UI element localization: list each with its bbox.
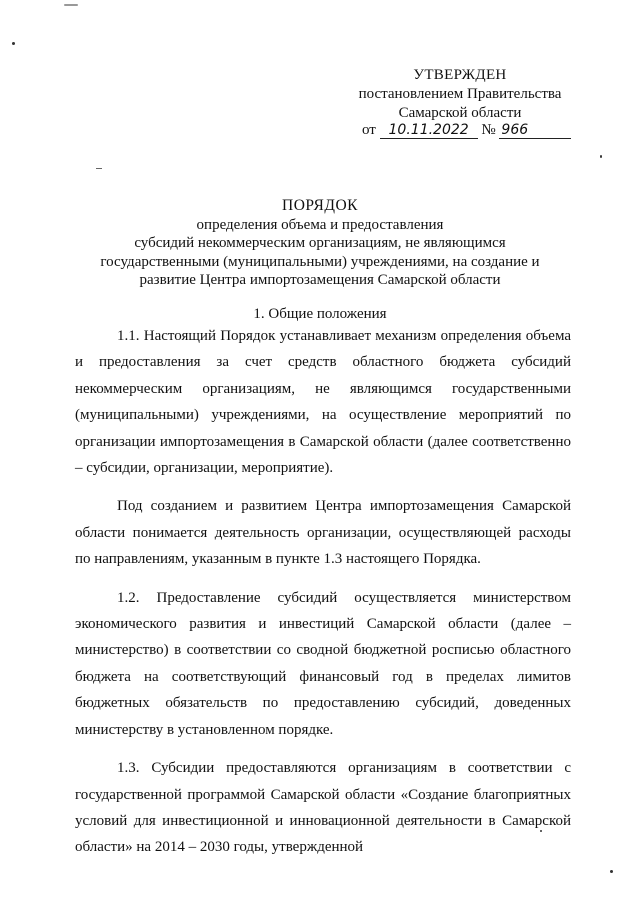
paragraph: Под созданием и развитием Центра импортозамещения Самарской области понимается деятельность организации, осуществляющей расходы по направлениям, указанным в пункте 1.3 настоящего Порядка. [75, 498, 571, 568]
heading-line: субсидий некоммерческим организациям, не являющимся [134, 235, 506, 251]
heading-line: развитие Центра импортозамещения Самарской области [139, 272, 501, 288]
document-body [75, 323, 571, 861]
paragraph: 1.3. Субсидии предоставляются организациям в соответствии с государственной программой Самарской области «Создание благоприятных условий для инвестиционной и инновационной деятельности в Самарской области» на 2014 – 2030 годы, утвержденной [75, 760, 571, 856]
paragraph: 1.1. Настоящий Порядок устанавливает механизм определения объема и предоставления за счет средств областного бюджета субсидий некоммерческим организациям, не являющимся государственными (муниципальными) учреждениями, на осуществление мероприятий по организации импортозамещения в Самарской области (далее соответственно – субсидии, организации, мероприятие). [75, 328, 571, 477]
approval-date-number [362, 121, 572, 140]
paragraph: 1.2. Предоставление субсидий осуществляется министерством экономического развития и инвестиций Самарской области (далее – министерство) в соответствии со сводной бюджетной росписью областного бюджета на соответствующий финансовый год в пределах лимитов бюджетных обязательств по предоставлению субсидий, доведенных министерству в установленном порядке. [75, 589, 571, 738]
number-prefix: № [481, 122, 496, 138]
handwritten-date: 10.11.2022 [380, 123, 478, 139]
heading-line: государственными (муниципальными) учреждениями, на создание и [100, 253, 540, 270]
document-title: ПОРЯДОК [282, 197, 358, 214]
heading-line: определения объема и предоставления [196, 216, 444, 233]
section-title: 1. Общие положения [253, 306, 387, 322]
handwritten-number: 966 [499, 123, 571, 139]
approval-line: постановлением Правительства [358, 86, 562, 102]
approval-block [340, 66, 580, 123]
date-prefix: от [362, 122, 376, 138]
approval-title: УТВЕРЖДЕН [413, 67, 507, 83]
scan-speck [600, 155, 602, 158]
scan-speck [12, 42, 15, 45]
scan-speck [610, 870, 613, 873]
scan-speck [96, 168, 102, 169]
approval-line: Самарской области [398, 105, 522, 121]
scan-speck [64, 4, 78, 6]
document-heading [60, 197, 580, 290]
